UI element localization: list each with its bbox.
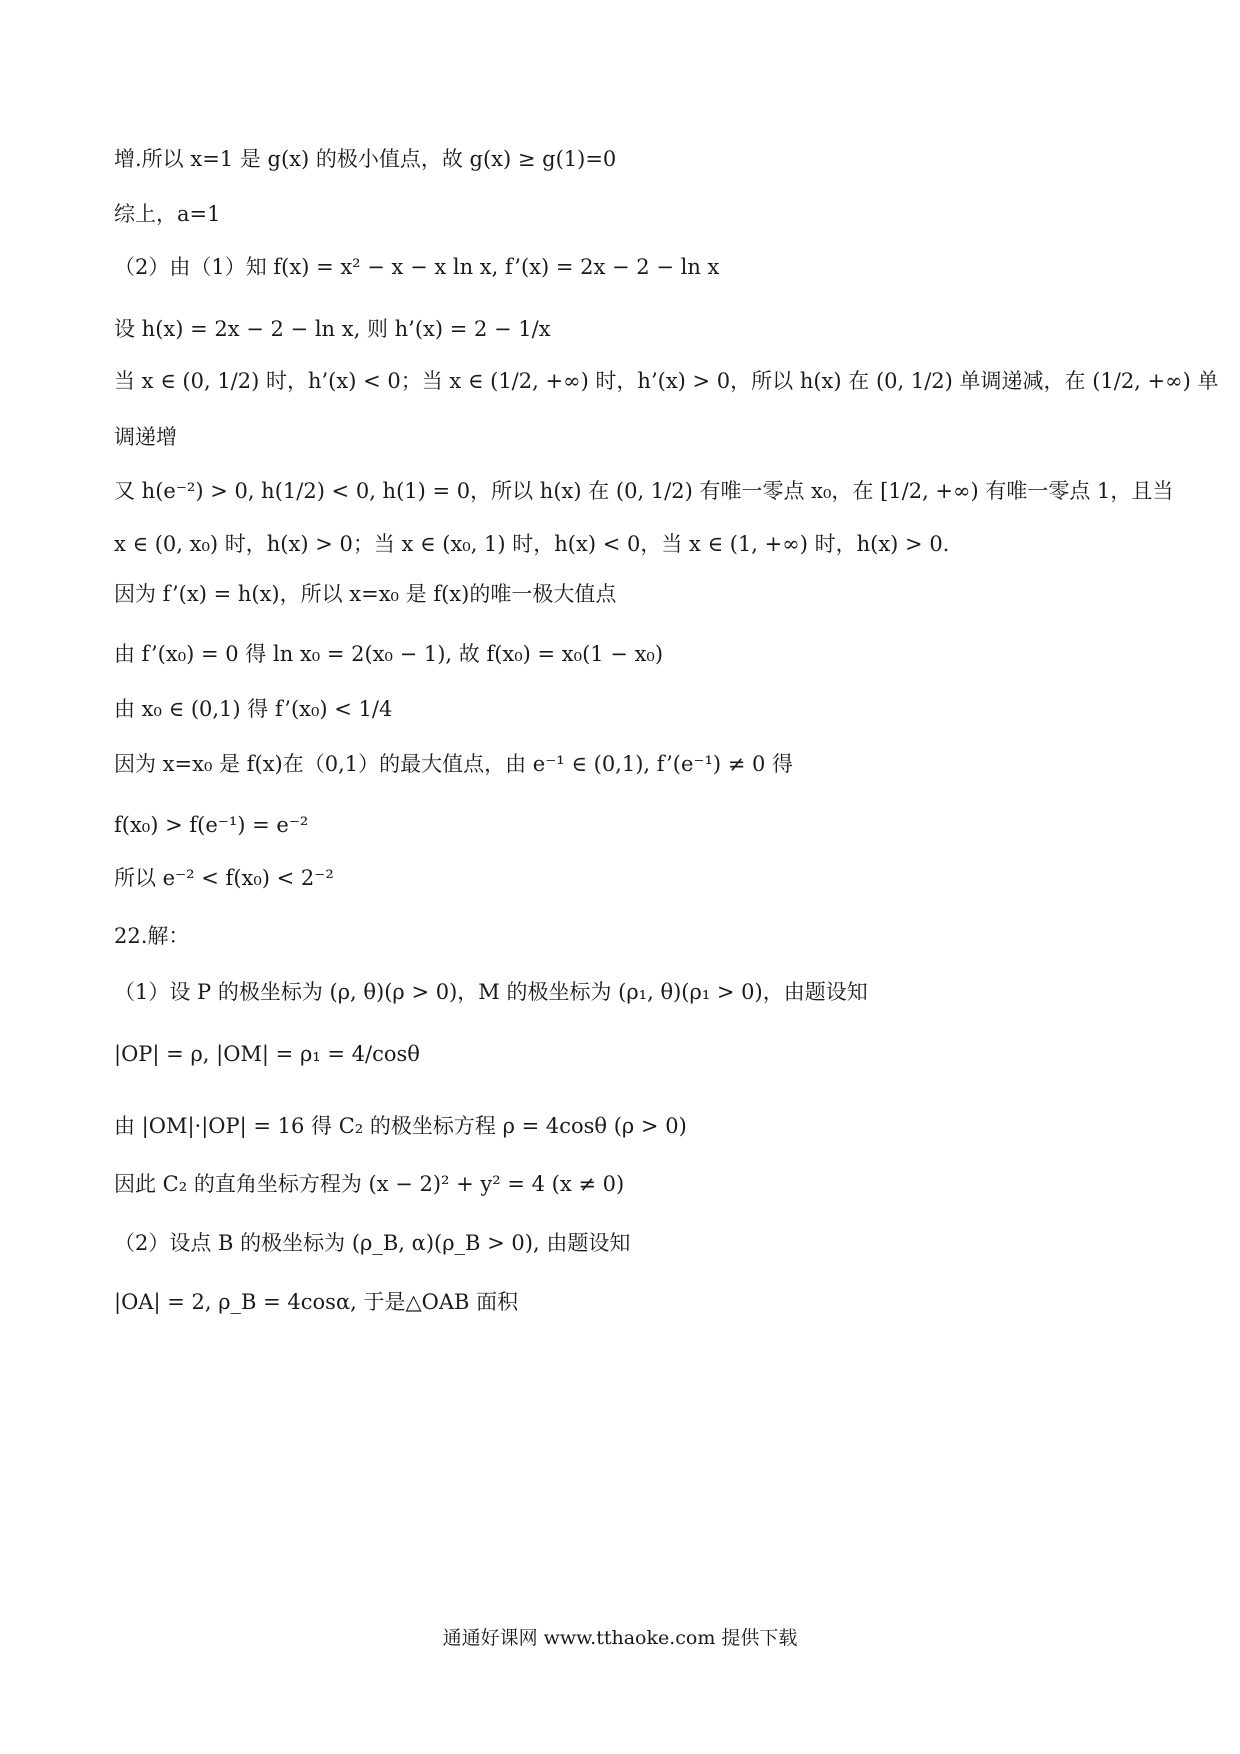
text-line: 所以 e⁻² < f(x₀) < 2⁻² bbox=[114, 866, 334, 890]
page-footer: 通通好课网 www.tthaoke.com 提供下载 bbox=[442, 1627, 798, 1649]
text-line: |OP| = ρ, |OM| = ρ₁ = 4/cosθ bbox=[114, 1042, 420, 1066]
text-line: 综上，a=1 bbox=[114, 202, 221, 226]
text-line: 调递增 bbox=[114, 425, 177, 449]
text-line: 因为 x=x₀ 是 f(x)在（0,1）的最大值点，由 e⁻¹ ∈ (0,1), f’(e⁻¹) ≠ 0 得 bbox=[114, 752, 794, 776]
text-line: 由 x₀ ∈ (0,1) 得 f’(x₀) < 1/4 bbox=[114, 697, 393, 721]
text-line: 由 f’(x₀) = 0 得 ln x₀ = 2(x₀ − 1), 故 f(x₀) = x₀(1 − x₀) bbox=[114, 642, 664, 666]
text-line: 当 x ∈ (0, 1/2) 时，h’(x) < 0；当 x ∈ (1/2, +∞) 时，h’(x) > 0，所以 h(x) 在 (0, 1/2) 单调递减，在 (1/2, +∞) 单 bbox=[114, 369, 1219, 393]
text-line: 设 h(x) = 2x − 2 − ln x, 则 h’(x) = 2 − 1/x bbox=[114, 317, 551, 341]
text-line: （2）由（1）知 f(x) = x² − x − x ln x, f’(x) = 2x − 2 − ln x bbox=[114, 255, 720, 279]
text-line: 因为 f’(x) = h(x)，所以 x=x₀ 是 f(x)的唯一极大值点 bbox=[114, 582, 617, 606]
text-line: （1）设 P 的极坐标为 (ρ, θ)(ρ > 0)，M 的极坐标为 (ρ₁, θ)(ρ₁ > 0)，由题设知 bbox=[114, 980, 868, 1004]
text-line: 因此 C₂ 的直角坐标方程为 (x − 2)² + y² = 4 (x ≠ 0) bbox=[114, 1172, 625, 1196]
text-line: 增.所以 x=1 是 g(x) 的极小值点，故 g(x) ≥ g(1)=0 bbox=[114, 147, 617, 171]
text-line: （2）设点 B 的极坐标为 (ρ_B, α)(ρ_B > 0), 由题设知 bbox=[114, 1231, 631, 1255]
text-line: 由 |OM|·|OP| = 16 得 C₂ 的极坐标方程 ρ = 4cosθ (ρ > 0) bbox=[114, 1114, 687, 1138]
text-line: |OA| = 2, ρ_B = 4cosα, 于是△OAB 面积 bbox=[114, 1290, 519, 1314]
text-line: f(x₀) > f(e⁻¹) = e⁻² bbox=[114, 813, 309, 837]
text-line: x ∈ (0, x₀) 时，h(x) > 0；当 x ∈ (x₀, 1) 时，h(x) < 0，当 x ∈ (1, +∞) 时，h(x) > 0. bbox=[114, 532, 950, 556]
section-heading: 22.解： bbox=[114, 924, 190, 948]
text-line: 又 h(e⁻²) > 0, h(1/2) < 0, h(1) = 0，所以 h(x) 在 (0, 1/2) 有唯一零点 x₀，在 [1/2, +∞) 有唯一零点 1，且当 bbox=[114, 479, 1174, 503]
